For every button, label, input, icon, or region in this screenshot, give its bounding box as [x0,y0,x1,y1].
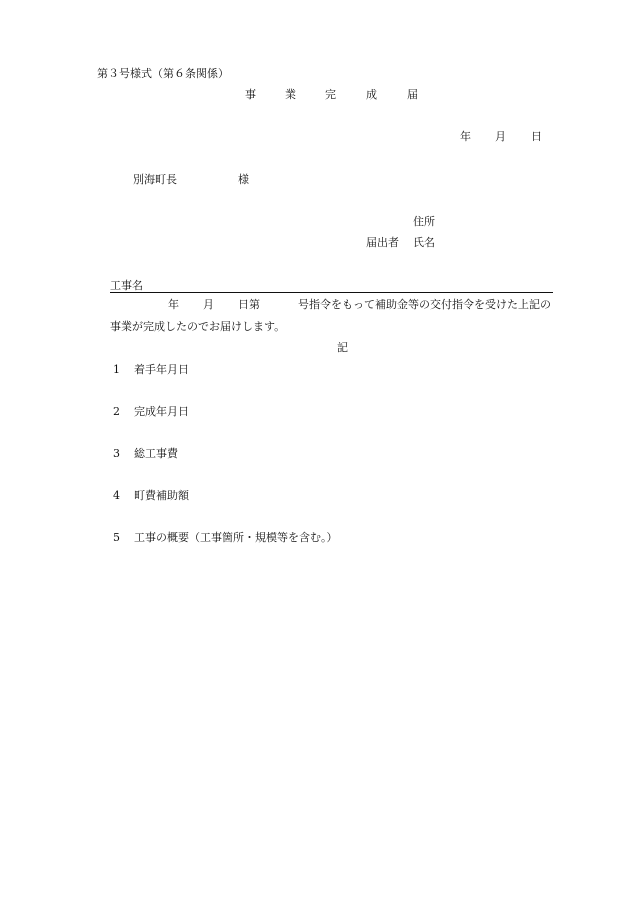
addressee-honorific: 様 [238,173,249,186]
item-label: 町費補助額 [134,489,189,502]
applicant-role-label: 届出者 [366,236,399,249]
title-char: 事 [245,88,256,101]
form-number-header: 第３号様式（第６条関係） [97,67,229,80]
item-label: 工事の概要（工事箇所・規模等を含む。） [134,531,338,544]
date-day-label: 日 [531,130,542,143]
body-month-label: 月 [203,298,214,311]
item-label: 完成年月日 [134,405,189,418]
item-number: 3 [113,447,120,460]
body-text-line-1: 号指令をもって補助金等の交付指令を受けた上記の [298,298,551,311]
address-label: 住所 [413,215,435,228]
body-text-line-2: 事業が完成したのでお届けします。 [110,320,286,333]
project-name-label: 工事名 [110,279,143,292]
item-number: 4 [113,489,120,502]
item-number: 2 [113,405,120,418]
item-number: 1 [113,363,120,376]
body-day-number-label: 日第 [238,298,260,311]
body-year-label: 年 [168,298,179,311]
project-name-underline [110,292,553,293]
applicant-name-label: 氏名 [413,236,435,249]
title-char: 業 [285,88,296,101]
ki-marker: 記 [337,341,348,354]
title-char: 完 [325,88,336,101]
date-month-label: 月 [495,130,506,143]
date-year-label: 年 [460,130,471,143]
addressee-name: 別海町長 [133,173,177,186]
item-number: 5 [113,531,120,544]
item-label: 総工事費 [134,447,178,460]
title-char: 成 [366,88,377,101]
title-char: 届 [407,88,418,101]
item-label: 着手年月日 [134,363,189,376]
